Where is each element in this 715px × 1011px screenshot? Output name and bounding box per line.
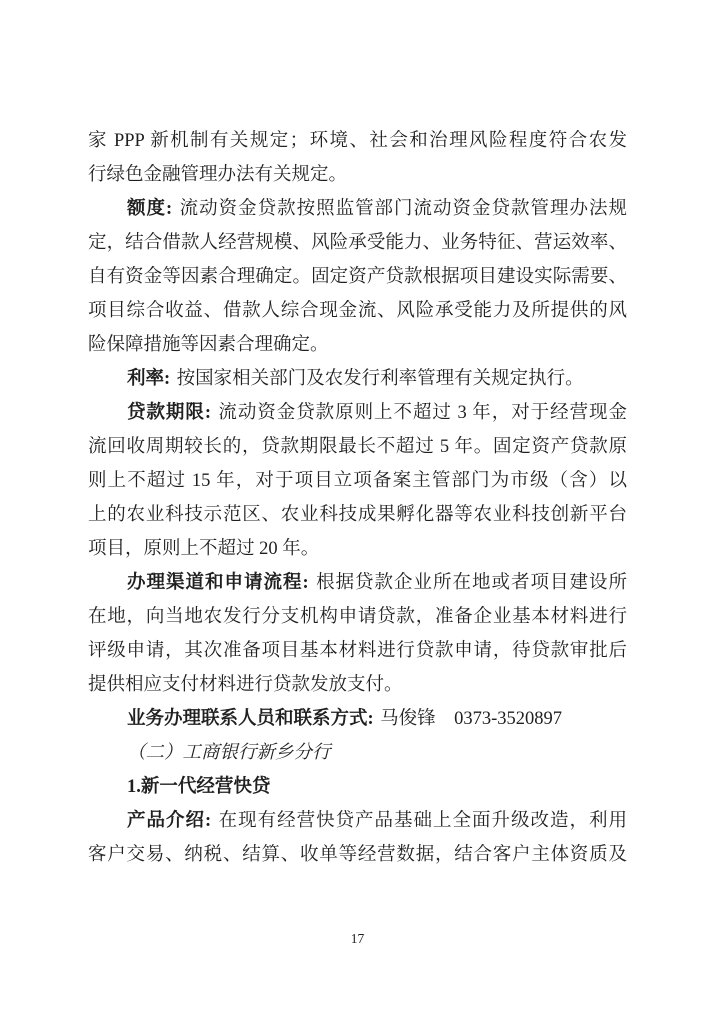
field-label: 业务办理联系人员和联系方式: — [127, 709, 374, 729]
field-label: 利率: — [127, 369, 171, 389]
text-line — [88, 362, 627, 396]
text-run: 流回收周期较长的，贷款期限最长不超过 5 年。固定资产贷款原 — [88, 437, 627, 457]
text-line — [88, 770, 627, 804]
text-run: 自有资金等因素合理确定。固定资产贷款根据项目建设实际需要、 — [88, 267, 627, 287]
text-run: 按国家相关部门及农发行利率管理有关规定执行。 — [176, 369, 584, 389]
text-run: 行绿色金融管理办法有关规定。 — [88, 165, 348, 185]
text-run: 提供相应支付材料进行贷款发放支付。 — [88, 675, 403, 695]
text-run: 客户交易、纳税、结算、收单等经营数据，结合客户主体资质及 — [88, 845, 627, 865]
text-run: 险保障措施等因素合理确定。 — [88, 335, 329, 355]
text-line — [88, 668, 627, 702]
field-label: 1.新一代经营快贷 — [127, 777, 271, 797]
text-line — [88, 226, 627, 260]
field-label: 产品介绍: — [127, 811, 212, 831]
text-line — [88, 124, 627, 158]
text-run: 流动资金贷款原则上不超过 3 年，对于经营现金 — [217, 403, 627, 423]
field-label: 贷款期限: — [127, 403, 211, 423]
text-line — [88, 566, 627, 600]
text-line — [88, 702, 627, 736]
text-run: 在现有经营快贷产品基础上全面升级改造，利用 — [217, 811, 627, 831]
text-run: 马俊锋 0373-3520897 — [380, 709, 563, 729]
text-run: 根据贷款企业所在地或者项目建设所 — [315, 573, 627, 593]
text-run: 则上不超过 15 年，对于项目立项备案主管部门为市级（含）以 — [88, 471, 627, 491]
text-run: 家 PPP 新机制有关规定；环境、社会和治理风险程度符合农发 — [88, 131, 627, 151]
text-run: 定，结合借款人经营规模、风险承受能力、业务特征、营运效率、 — [88, 233, 627, 253]
text-line — [88, 158, 627, 192]
text-line — [88, 498, 627, 532]
text-line — [88, 736, 627, 770]
text-run: （二）工商银行新乡分行 — [127, 743, 331, 763]
text-line — [88, 634, 627, 668]
field-label: 办理渠道和申请流程: — [127, 573, 309, 593]
text-line — [88, 260, 627, 294]
text-run: 上的农业科技示范区、农业科技成果孵化器等农业科技创新平台 — [88, 505, 627, 525]
text-run: 项目，原则上不超过 20 年。 — [88, 539, 320, 559]
text-line — [88, 804, 627, 838]
text-line — [88, 192, 627, 226]
field-label: 额度: — [127, 199, 173, 219]
text-line — [88, 532, 627, 566]
text-line — [88, 838, 627, 872]
text-run: 评级申请，其次准备项目基本材料进行贷款申请，待贷款审批后 — [88, 641, 627, 661]
text-run: 项目综合收益、借款人综合现金流、风险承受能力及所提供的风 — [88, 301, 627, 321]
text-run: 流动资金贷款按照监管部门流动资金贷款管理办法规 — [178, 199, 627, 219]
text-line — [88, 328, 627, 362]
text-line — [88, 430, 627, 464]
text-line — [88, 294, 627, 328]
document-body — [88, 124, 627, 872]
text-line — [88, 396, 627, 430]
text-line — [88, 464, 627, 498]
text-run: 在地，向当地农发行分支机构申请贷款，准备企业基本材料进行 — [88, 607, 627, 627]
page-number: 17 — [350, 931, 365, 946]
text-line — [88, 600, 627, 634]
